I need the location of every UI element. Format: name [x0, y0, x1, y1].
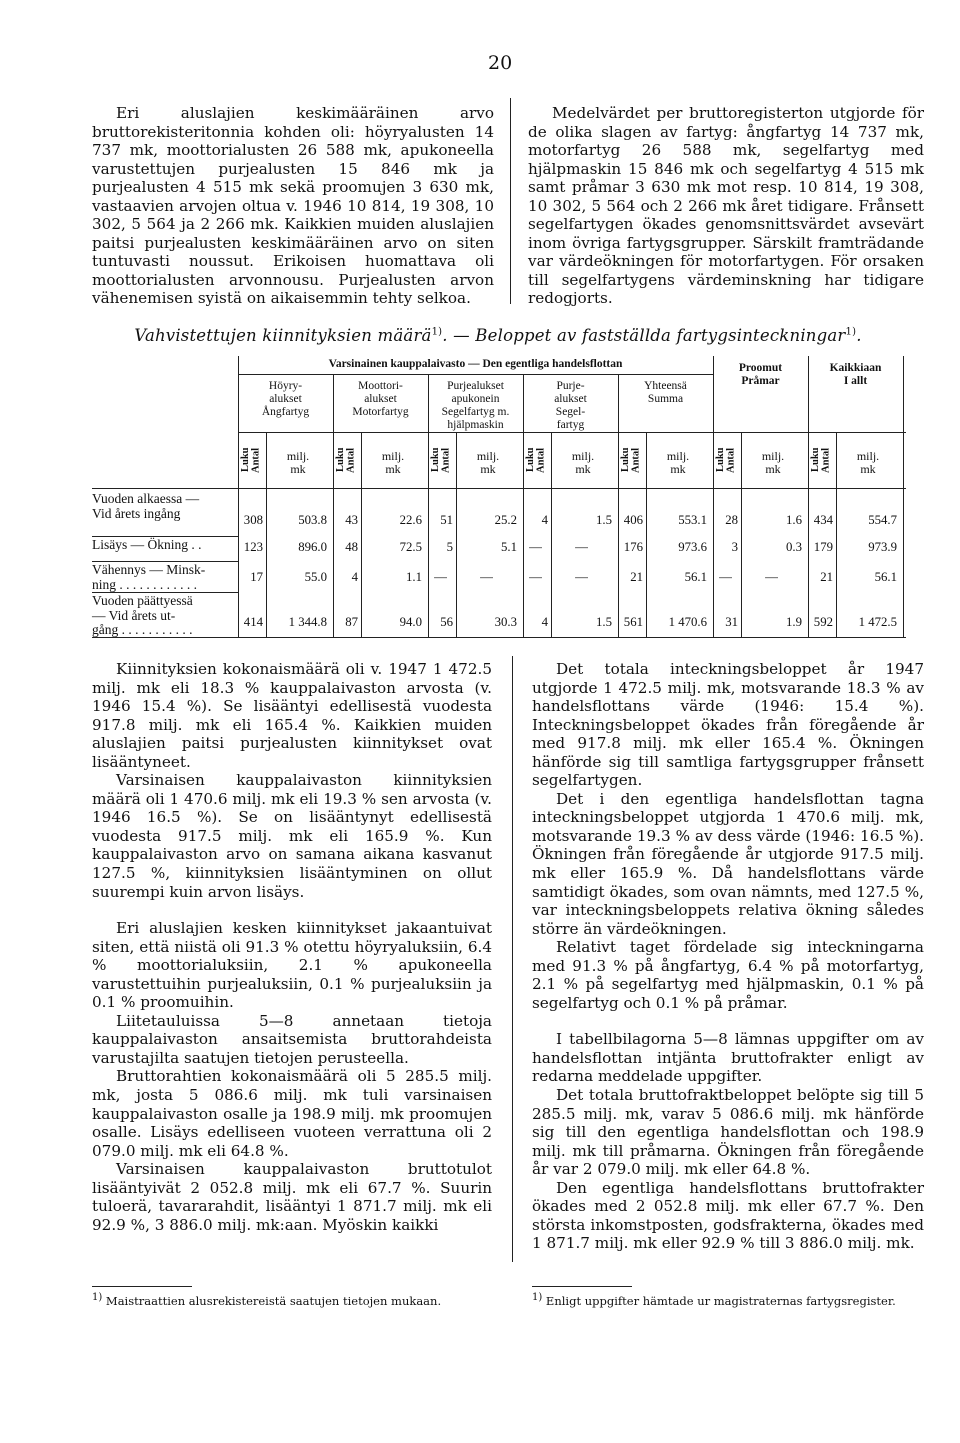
column-group-header	[618, 380, 713, 406]
column-group-header	[713, 362, 808, 388]
subheader-amount: milj. mk	[571, 449, 595, 476]
footnote-rule	[92, 1286, 192, 1287]
group-fi: Yhteensä	[644, 380, 687, 392]
table-rule	[646, 432, 647, 638]
table-rule	[238, 432, 906, 433]
footnote-fi	[92, 1292, 484, 1308]
table-cell: 1 472.5	[858, 615, 897, 629]
table-cell: 179	[813, 540, 833, 554]
top-left-column	[92, 104, 494, 308]
table-title-sv: Beloppet av fastställda fartygsinteckningar	[475, 326, 846, 345]
subheader-count: Luku Antal	[810, 447, 832, 473]
paragraph: Liitetauluissa 5—8 annetaan tietoja kauppalaivaston ansaitsemista bruttorahdeista varustajilta saatujen tietojen perusteella.	[92, 1011, 492, 1067]
table-cell: 434	[813, 513, 833, 527]
group-sv: I allt	[843, 374, 868, 387]
footnote-mark: 1)	[92, 1292, 103, 1303]
table-cell: 56.1	[874, 570, 897, 584]
table-cell: 503.8	[298, 513, 327, 527]
table-cell: 21	[630, 570, 643, 584]
footnote-sv	[532, 1292, 924, 1308]
table-row-label: Vähennys — Minsk- ning . . . . . . . . . . . .	[92, 562, 206, 592]
table-cell: 17	[250, 570, 263, 584]
table-cell: 1.5	[596, 615, 612, 629]
paragraph: Eri aluslajien kesken kiinnitykset jakaantuivat siten, että niistä oli 91.3 % otettu höyryaluksiin, 6.4 % moottorialuksiin, 2.1 % apukoneella varustettuihin purjealuksiin, 0.1 % purjealuksiin ja 0.1 % proomuihin.	[92, 919, 492, 1012]
paragraph: Relativt taget fördelade sig inteckningarna med 91.3 % på ångfartyg, 6.4 % på motorfartyg, 2.1 % på segelfartyg med hjälpmaskin, 0.1 % på segelfartyg och 0.1 % på pråmar.	[532, 938, 924, 1012]
table-cell: 406	[623, 513, 643, 527]
table-cell: —	[529, 570, 542, 584]
table-cell: 592	[813, 615, 833, 629]
column-divider	[510, 98, 511, 304]
table-cell: 554.7	[868, 513, 897, 527]
group-sv: Summa	[647, 392, 684, 405]
table-cell: 28	[725, 513, 738, 527]
table-cell: 553.1	[678, 513, 707, 527]
group-sv: Motorfartyg	[352, 405, 409, 418]
table-cell: 5	[446, 540, 453, 554]
table-rule	[456, 432, 457, 638]
paragraph: Kiinnityksien kokonaismäärä oli v. 1947 1 472.5 milj. mk eli 18.3 % kauppalaivaston arvosta (v. 1946 15.4 %). Se lisääntyi edellisestä vuodesta 917.8 milj. mk eli 165.4 %. Kaikkien muiden aluslajien paitsi purjealusten kiinnitykset ovat lisääntyneet.	[92, 660, 492, 771]
table-cell: 0.3	[786, 540, 802, 554]
table-cell: 72.5	[399, 540, 422, 554]
table-cell: 94.0	[399, 615, 422, 629]
paragraph: Varsinaisen kauppalaivaston bruttotulot lisääntyivät 2 052.8 milj. mk eli 67.7 %. Suurin tuloerä, tavararahdit, lisääntyi 1 871.7 milj. mk eli 92.9 %, 3 886.0 milj. mk:aan. Myöskin kaikki	[92, 1160, 492, 1234]
column-group-header	[238, 380, 333, 419]
table-title: Vahvistettujen kiinnityksien määrä$^{1)}$. — Beloppet av fastställda fartygsinteckningar$^{1)}$.	[134, 326, 862, 345]
table-cell: 414	[243, 615, 263, 629]
subheader-count: Luku Antal	[430, 447, 452, 473]
group-fi: Moottori- alukset	[358, 380, 403, 405]
paragraph: Det totala bruttofraktbeloppet belöpte sig till 5 285.5 milj. mk, varav 5 086.6 milj. mk hänförde sig till den egentliga handelsflottan och 198.9 milj. mk till pråmarna. Ökningen från föregående år var 2 079.0 milj. mk eller 64.8 %.	[532, 1086, 924, 1179]
table-row-label: Lisäys — Ökning . .	[92, 537, 202, 552]
subheader-amount: milj. mk	[666, 449, 690, 476]
group-fi: Höyry- alukset	[268, 380, 303, 405]
column-group-header	[808, 362, 903, 388]
table-cell: 973.9	[868, 540, 897, 554]
bottom-right-column	[532, 660, 924, 1253]
table-cell: 56.1	[684, 570, 707, 584]
paragraph: Varsinaisen kauppalaivaston kiinnityksien määrä oli 1 470.6 milj. mk eli 19.3 % sen arvosta (v. 1946 16.5 %). Se on lisääntynyt edellisestä vuodesta 917.5 milj. mk eli 165.9 %. Kun kauppalaivaston arvo on samana aikana kasvanut 127.5 %, kiinnityksien lisääntyminen on ollut suurempi kuin arvon lisäys.	[92, 771, 492, 901]
table-rule	[92, 488, 906, 489]
top-right-column	[528, 104, 924, 308]
table-cell: 25.2	[494, 513, 517, 527]
footnote-text: Enligt uppgifter hämtade ur magistraternas fartygsregister.	[545, 1293, 896, 1308]
table-cell: 176	[623, 540, 643, 554]
table-cell: 4	[541, 615, 548, 629]
column-group-header	[523, 380, 618, 432]
table-rule	[808, 356, 809, 638]
table-cell: —	[575, 570, 588, 584]
table-cell: —	[480, 570, 493, 584]
table-cell: 1.5	[596, 513, 612, 527]
paragraph: Det totala inteckningsbeloppet år 1947 utgjorde 1 472.5 milj. mk, motsvarande 18.3 % av handelsflottans värde (1946: 15.4 %). Inteckningsbeloppet ökades från föregående år med 917.8 milj. mk eller 165.4 %. Ökningen hänförde sig till samtliga fartygsgrupper frånsett segelfartygen.	[532, 660, 924, 790]
bottom-left-column	[92, 660, 492, 1234]
table-cell: 123	[243, 540, 263, 554]
group-sv: Pråmar	[741, 374, 780, 387]
subheader-count: Luku Antal	[240, 447, 262, 473]
table-cell: 87	[345, 615, 358, 629]
table-cell: 56	[440, 615, 453, 629]
table-cell: —	[529, 540, 542, 554]
table-cell: 1.6	[786, 513, 802, 527]
table-rule	[618, 374, 619, 638]
footnote-text: Maistraattien alusrekistereistä saatujen tietojen mukaan.	[105, 1293, 442, 1308]
table-cell: 51	[440, 513, 453, 527]
subheader-amount: milj. mk	[856, 449, 880, 476]
table-cell: —	[434, 570, 447, 584]
table-rule	[836, 432, 837, 638]
table-cell: 5.1	[501, 540, 517, 554]
table-rule	[903, 356, 904, 638]
table-cell: 30.3	[494, 615, 517, 629]
subheader-amount: milj. mk	[761, 449, 785, 476]
paragraph: I tabellbilagorna 5—8 lämnas uppgifter om av handelsflottan intjänta bruttofrakter enligt av redarna meddelade uppgifter.	[532, 1030, 924, 1086]
paragraph: Eri aluslajien keskimääräinen arvo bruttorekisteritonnia kohden oli: höyryalusten 14 737 mk, moottorialusten 26 588 mk, apukoneella varustettujen purjealusten 15 846 mk ja purjealusten 4 515 mk sekä proomujen 3 630 mk, vastaavien arvojen oltua v. 1946 10 814, 19 308, 10 302, 5 564 ja 2 266 mk. Kaikkien muiden aluslajien paitsi purjealusten keskimääräinen arvo on siten tuntuvasti noussut. Erikoisen huomattava oli moottorialusten arvonnousu. Purjealusten arvon vähenemisen syistä on aikaisemmin tehty selkoa.	[92, 104, 494, 308]
table-cell: 21	[820, 570, 833, 584]
column-group-header	[428, 380, 523, 432]
table-cell: 4	[351, 570, 358, 584]
paragraph: Bruttorahtien kokonaismäärä oli 5 285.5 milj. mk, josta 5 086.6 milj. mk tuli varsinaisen kauppalaivaston osalle ja 198.9 milj. mk proomujen osalle. Lisäys edelliseen vuoteen verrattuna oli 2 079.0 milj. mk eli 64.8 %.	[92, 1067, 492, 1160]
table-row-label: Vuoden päättyessä — Vid årets ut- gång . . . . . . . . . . .	[92, 593, 193, 638]
subheader-amount: milj. mk	[476, 449, 500, 476]
group-sv: Segelfartyg m. hjälpmaskin	[441, 405, 510, 431]
paragraph: Det i den egentliga handelsflottan tagna inteckningsbeloppet utgjorda 1 470.6 milj. mk, motsvarande 19.3 % av dess värde (1946: 16.5 %). Ökningen från föregående år utgjorde 917.5 milj. mk eller 165.9 %. Då handelsflottans värde samtidigt ökades, som ovan nämnts, med 127.5 %, var inteckningsbeloppets relativa ökning således större än värdeökningen.	[532, 789, 924, 938]
table-title-fi: Vahvistettujen kiinnityksien määrä	[134, 326, 432, 345]
table-cell: 55.0	[304, 570, 327, 584]
page-number: 20	[488, 52, 513, 74]
table-cell: 4	[541, 513, 548, 527]
group-fi: Kaikkiaan	[829, 362, 882, 374]
subheader-count: Luku Antal	[620, 447, 642, 473]
footnote-rule	[532, 1286, 632, 1287]
table-cell: 31	[725, 615, 738, 629]
table-cell: 1.9	[786, 615, 802, 629]
title-separator: —	[453, 326, 470, 345]
table-cell: 1 470.6	[668, 615, 707, 629]
subheader-amount: milj. mk	[381, 449, 405, 476]
group-fi: Purje- alukset	[554, 380, 587, 405]
table-rule	[238, 374, 713, 375]
table-rule	[713, 356, 714, 638]
paragraph: Den egentliga handelsflottans bruttofrakter ökades med 2 052.8 milj. mk eller 67.7 %. Den största inkomstposten, godsfrakterna, ökades med 1 871.7 milj. mk eller 92.9 % till 3 886.0 milj. mk.	[532, 1178, 924, 1253]
footnote-mark: 1)	[845, 326, 857, 338]
subheader-amount: milj. mk	[286, 449, 310, 476]
subheader-count: Luku Antal	[335, 447, 357, 473]
column-group-header	[333, 380, 428, 419]
group-fi: Purjealukset apukonein	[447, 380, 504, 405]
table-cell: 1 344.8	[288, 615, 327, 629]
table-cell: —	[765, 570, 778, 584]
group-sv: Ångfartyg	[261, 405, 310, 418]
footnote-mark: 1)	[431, 326, 443, 338]
table-rule	[361, 432, 362, 638]
group-sv: Segel- fartyg	[555, 405, 586, 431]
table-super-header: Varsinainen kauppalaivasto — Den egentliga handelsflottan	[328, 358, 623, 370]
subheader-count: Luku Antal	[525, 447, 547, 473]
footnote-mark: 1)	[532, 1292, 543, 1303]
table-cell: 48	[345, 540, 358, 554]
table-cell: 896.0	[298, 540, 327, 554]
table-cell: 43	[345, 513, 358, 527]
table-rule	[266, 432, 267, 638]
table-rule	[92, 637, 906, 638]
subheader-count: Luku Antal	[715, 447, 737, 473]
paragraph: Medelvärdet per bruttoregisterton utgjorde för de olika slagen av fartyg: ångfartyg 14 737 mk, motorfartyg 26 588 mk, segelfartyg med hjälpmaskin 15 846 mk och segelfartyg 4 515 mk samt pråmar 3 630 mk mot resp. 10 814, 19 308, 10 302, 5 564 och 2 266 mk året tidigare. Frånsett segelfartygen ökades genomsnittsvärdet avsevärt inom övriga fartygsgrupper. Särskilt framträdande var värdeökningen för motorfartygen. För orsaken till segelfartygens värdeminskning har tidigare redogjorts.	[528, 104, 924, 308]
table-rule	[551, 432, 552, 638]
table-cell: —	[575, 540, 588, 554]
table-cell: 973.6	[678, 540, 707, 554]
group-fi: Proomut	[738, 362, 783, 374]
table-cell: 1.1	[406, 570, 422, 584]
table-cell: 561	[623, 615, 643, 629]
table-cell: 3	[731, 540, 738, 554]
table-cell: 308	[243, 513, 263, 527]
table-rule	[741, 432, 742, 638]
column-divider	[512, 656, 513, 1262]
table-row-label: Vuoden alkaessa — Vid årets ingång	[92, 491, 200, 521]
table-cell: —	[719, 570, 732, 584]
mortgage-table	[92, 356, 906, 638]
table-cell: 22.6	[399, 513, 422, 527]
